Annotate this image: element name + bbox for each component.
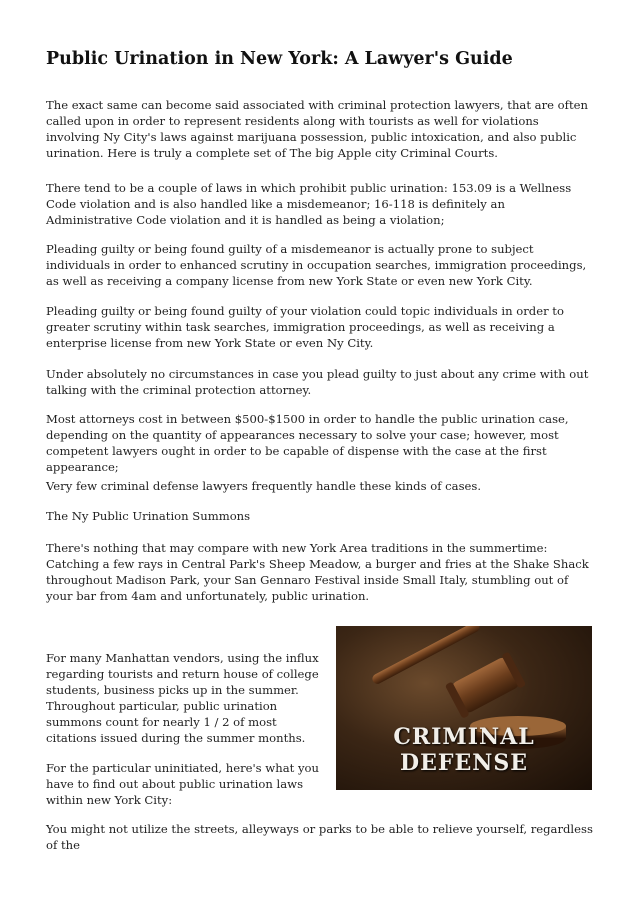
paragraph-6: Most attorneys cost in between $500-$1500 in order to handle the public urination case, depending on the quantity of appearances necessary to solve your case; however, most competent lawyers ought in order to be capable of dispense with the case at the first appearance; [46, 412, 569, 474]
paragraph-10: For the particular uninitiated, here's what you have to find out about public urination laws within new York City: [46, 761, 319, 807]
paragraph-11: You might not utilize the streets, alleyways or parks to be able to relieve yourself, regardless of the [46, 822, 593, 852]
image-banner: CRIMINAL DEFENSE [393, 724, 535, 776]
paragraph-8: There's nothing that may compare with new York Area traditions in the summertime: Catching a few rays in Central Park's Sheep Meadow, a burger and fries at the Shake Shack throughout Madison Park, your San Gennaro Festival inside Small Italy, stumbling out of your bar from 4am and unfortunately, public urination. [46, 541, 589, 603]
criminal-defense-image [336, 626, 592, 790]
page-title: Public Urination in New York: A Lawyer's Guide [46, 49, 513, 69]
paragraph-9: For many Manhattan vendors, using the influx regarding tourists and return house of college students, business picks up in the summer. Throughout particular, public urination summons count for nearly 1 / 2 of most citations issued during the summer months. [46, 651, 319, 745]
paragraph-7: Very few criminal defense lawyers frequently handle these kinds of cases. [46, 479, 482, 493]
paragraph-2: There tend to be a couple of laws in which prohibit public urination: 153.09 is a Wellness Code violation and is also handled like a misdemeanor; 16-118 is definitely an Administrative Code violation and it is handled as being a violation; [46, 181, 572, 227]
paragraph-1: The exact same can become said associated with criminal protection lawyers, that are often called upon in order to represent residents along with tourists as well for violations involving Ny City's laws against marijuana possession, public intoxication, and also public urination. Here is truly a complete set of The big Apple city Criminal Courts. [46, 98, 588, 160]
section-heading: The Ny Public Urination Summons [46, 509, 251, 523]
paragraph-5: Under absolutely no circumstances in case you plead guilty to just about any crime with out talking with the criminal protection attorney. [46, 367, 589, 397]
paragraph-3: Pleading guilty or being found guilty of a misdemeanor is actually prone to subject individuals in order to enhanced scrutiny in occupation searches, immigration proceedings, as well as receiving a company license from new York State or even new York City. [46, 242, 587, 288]
paragraph-4: Pleading guilty or being found guilty of your violation could topic individuals in order to greater scrutiny within task searches, immigration proceedings, as well as receiving a enterprise license from new York State or even Ny City. [46, 304, 564, 350]
